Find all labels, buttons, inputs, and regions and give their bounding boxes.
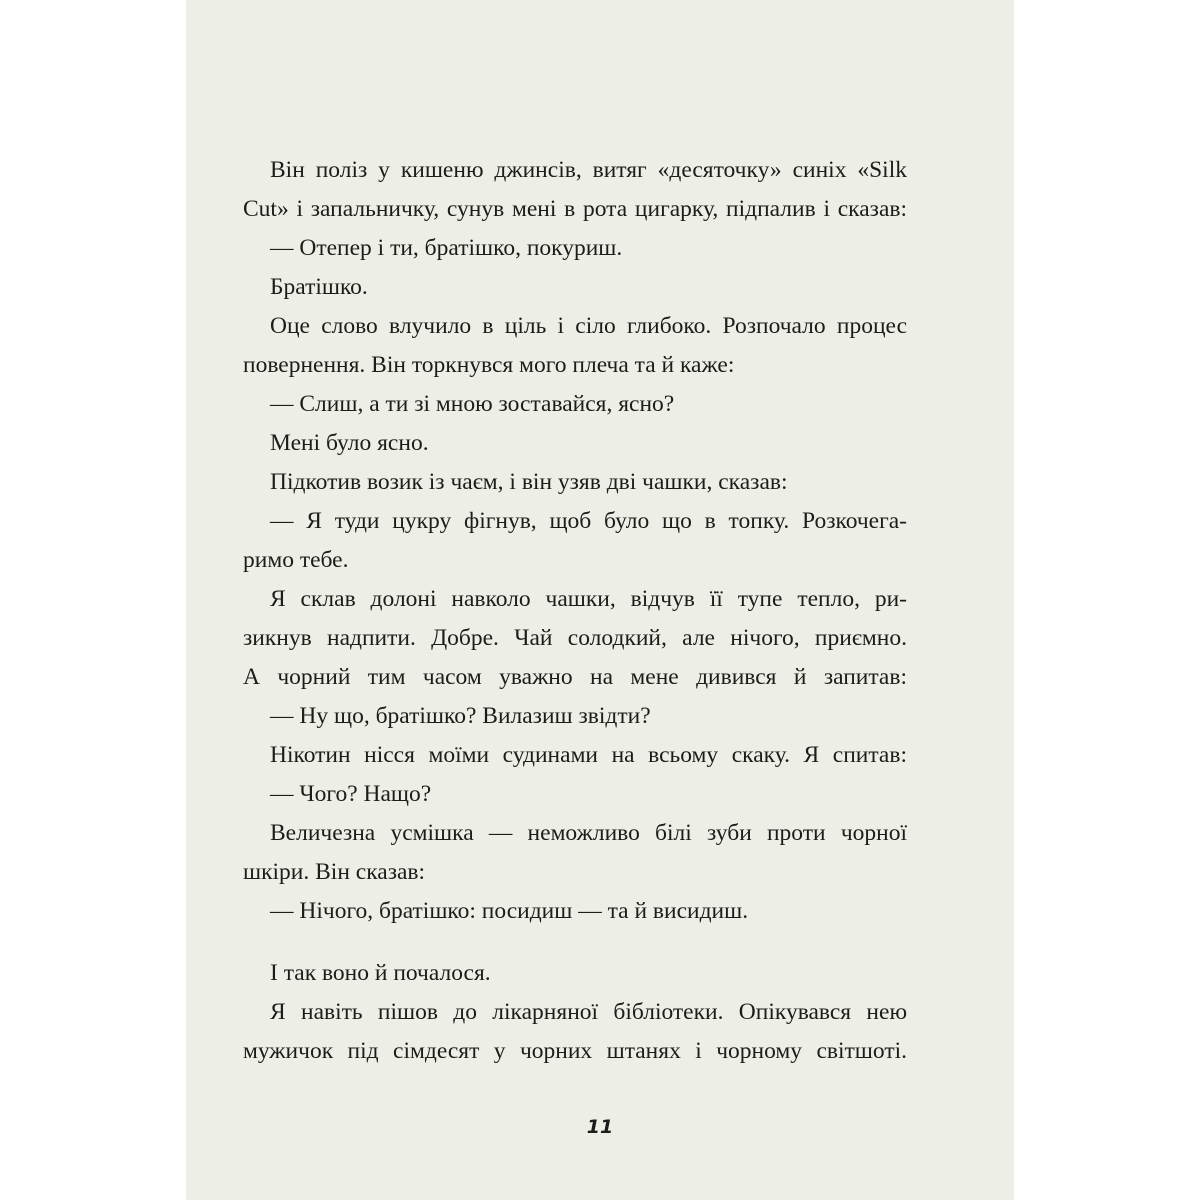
text-line: Оце слово влучило в ціль і сіло глибоко. Розпочало процес	[270, 313, 907, 339]
text-line: Я навіть пішов до лікарняної бібліотеки. Опікувався нею	[270, 999, 907, 1025]
page-body-text	[243, 151, 907, 1071]
text-line: римо тебе.	[243, 547, 349, 573]
text-line: Він поліз у кишеню джинсів, витяг «десяточку» синіх «Silk	[270, 157, 907, 183]
text-line: Cut» і запальничку, сунув мені в рота цигарку, підпалив і сказав:	[243, 196, 907, 222]
text-line: — Нічого, братішко: посидиш — та й висидиш.	[270, 898, 749, 924]
text-line: мужичок під сімдесят у чорних штанях і чорному світшоті.	[243, 1038, 907, 1064]
text-line: — Я туди цукру фігнув, щоб було що в топку. Розкочега-	[270, 508, 907, 534]
text-line: Мені було ясно.	[270, 430, 429, 456]
text-line: повернення. Він торкнувся мого плеча та й каже:	[243, 352, 735, 378]
text-line: Я склав долоні навколо чашки, відчув її тупе тепло, ри-	[270, 586, 907, 612]
text-line: Величезна усмішка — неможливо білі зуби проти чорної	[270, 820, 907, 846]
book-page	[186, 0, 1014, 1200]
text-line: — Чого? Нащо?	[270, 781, 432, 807]
text-line: А чорний тим часом уважно на мене дивився й запитав:	[243, 664, 907, 690]
text-line: Підкотив возик із чаєм, і він узяв дві чашки, сказав:	[270, 469, 788, 495]
page-number: 11	[586, 1116, 614, 1138]
text-line: Братішко.	[270, 274, 368, 300]
text-line: зикнув надпити. Добре. Чай солодкий, але нічого, приємно.	[243, 625, 907, 651]
section-break	[243, 931, 907, 954]
text-line: Нікотин нісся моїми судинами на всьому скаку. Я спитав:	[270, 742, 907, 768]
text-line: — Отепер і ти, братішко, покуриш.	[270, 235, 623, 261]
text-line: — Ну що, братішко? Вилазиш звідти?	[270, 703, 651, 729]
text-line: І так воно й почалося.	[270, 960, 491, 986]
text-line: шкіри. Він сказав:	[243, 859, 426, 885]
text-line: — Слиш, а ти зі мною зоставайся, ясно?	[270, 391, 675, 417]
